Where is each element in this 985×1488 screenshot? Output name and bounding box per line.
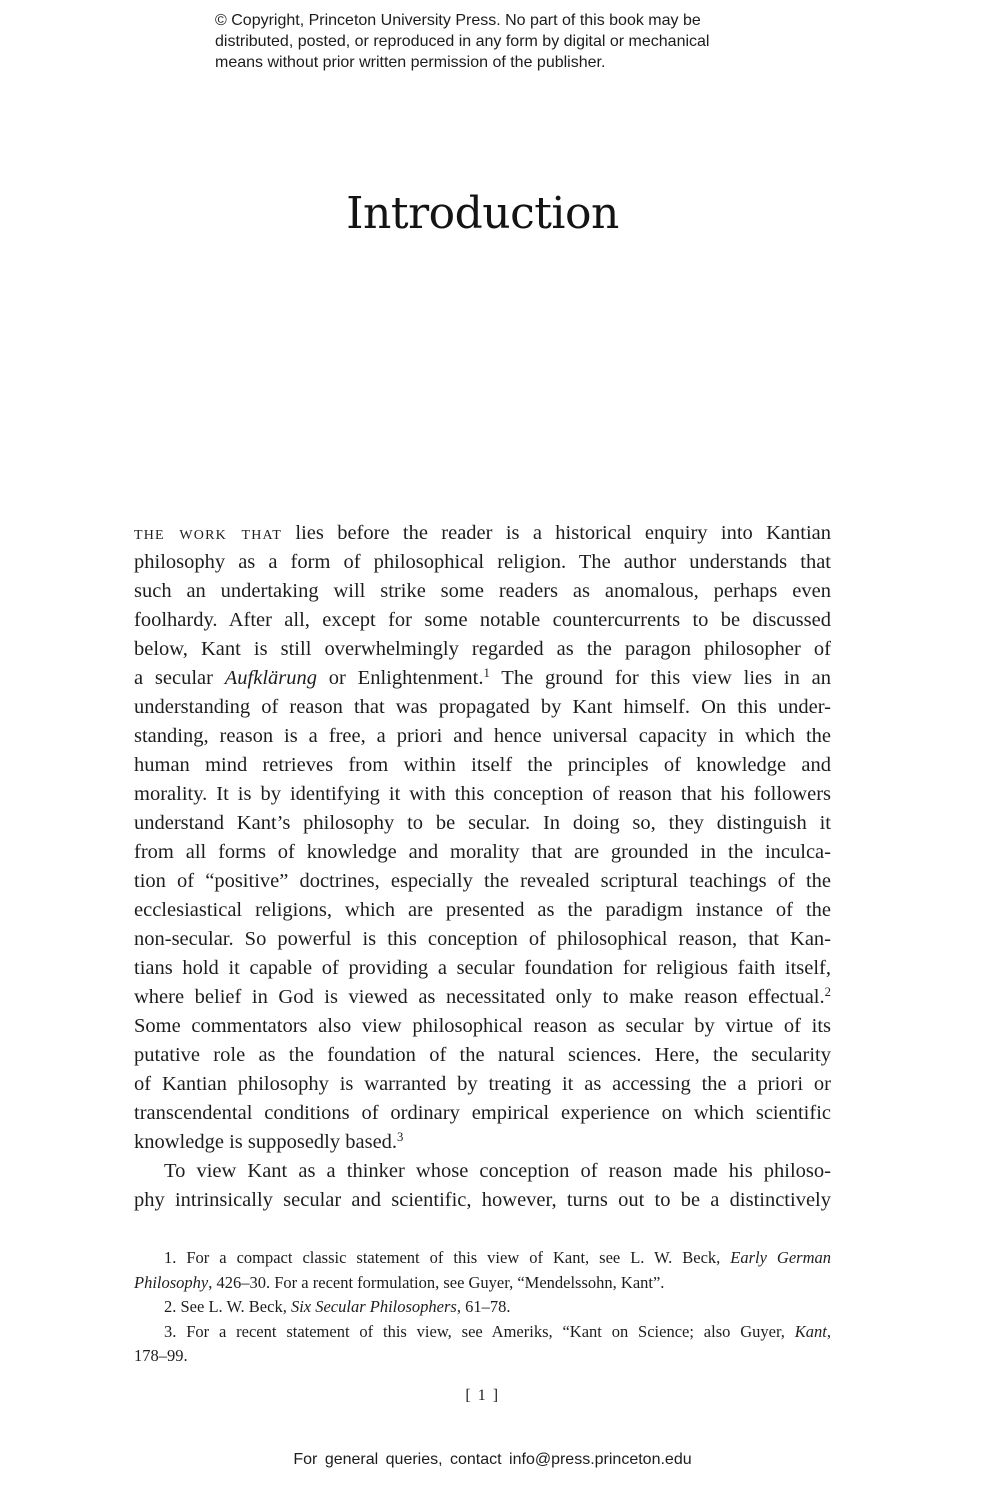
page-number: [ 1 ] <box>465 1387 500 1404</box>
lead-smallcaps: the work that <box>134 522 283 544</box>
body-line: tians hold it capable of providing a secular foundation for religious faith itself, <box>134 957 831 979</box>
body-text <box>134 519 831 1215</box>
chapter-title: Introduction <box>346 188 619 239</box>
footnotes <box>134 1246 831 1369</box>
body-line: foolhardy. After all, except for some notable countercurrents to be discussed <box>134 609 831 631</box>
body-line: human mind retrieves from within itself the principles of knowledge and <box>134 754 831 776</box>
footnote-3: 3. For a recent statement of this view, see Ameriks, “Kant on Science; also Guyer, Kant, <box>164 1321 831 1341</box>
body-line: the work that lies before the reader is a historical enquiry into Kantian <box>134 522 831 544</box>
body-line: transcendental conditions of ordinary empirical experience on which scientific <box>134 1102 831 1124</box>
body-line: understand Kant’s philosophy to be secular. In doing so, they distinguish it <box>134 812 831 834</box>
copyright-notice <box>215 10 815 73</box>
body-line: morality. It is by identifying it with this conception of reason that his followers <box>134 783 831 805</box>
body-line: tion of “positive” doctrines, especially the revealed scriptural teachings of the <box>134 870 831 892</box>
footnote-2: 2. See L. W. Beck, Six Secular Philosophers, 61–78. <box>164 1297 511 1316</box>
body-line: such an undertaking will strike some readers as anomalous, perhaps even <box>134 580 831 602</box>
note-ref-2: 2 <box>824 985 831 1000</box>
body-line: philosophy as a form of philosophical religion. The author understands that <box>134 551 831 573</box>
footnote-1: 1. For a compact classic statement of this view of Kant, see L. W. Beck, Early German <box>164 1248 831 1267</box>
body-line: non-secular. So powerful is this conception of philosophical reason, that Kan- <box>134 928 831 950</box>
body-line: knowledge is supposedly based.$^3$ <box>134 1130 404 1153</box>
note-ref-1: 1 <box>483 666 490 681</box>
footnote-1-cont: Philosophy, 426–30. For a recent formulation, see Guyer, “Mendelssohn, Kant”. <box>134 1272 665 1292</box>
body-line: understanding of reason that was propagated by Kant himself. On this under- <box>134 696 831 718</box>
body-line: of Kantian philosophy is warranted by treating it as accessing the a priori or <box>134 1073 831 1095</box>
note-ref-3: 3 <box>397 1130 404 1145</box>
footnote-3-cont: 178–99. <box>134 1346 188 1365</box>
body-line: phy intrinsically secular and scientific, however, turns out to be a distinctively <box>134 1189 831 1211</box>
contact-line: For general queries, contact info@press.princeton.edu <box>293 1451 692 1468</box>
body-line: ecclesiastical religions, which are presented as the paradigm instance of the <box>134 899 831 921</box>
body-line: where belief in God is viewed as necessitated only to make reason effectual.$^2$ <box>134 985 831 1008</box>
body-line: standing, reason is a free, a priori and hence universal capacity in which the <box>134 725 831 747</box>
italic-term: Aufklärung <box>224 667 317 689</box>
copyright-line-3: means without prior written permission of the publisher. <box>215 54 606 71</box>
copyright-line-2: distributed, posted, or reproduced in any form by digital or mechanical <box>215 33 710 50</box>
copyright-line-1: © Copyright, Princeton University Press. No part of this book may be <box>215 12 701 29</box>
body-line: putative role as the foundation of the natural sciences. Here, the secularity <box>134 1044 831 1066</box>
body-line: Some commentators also view philosophical reason as secular by virtue of its <box>134 1015 831 1037</box>
body-line: a secular Aufklärung or Enlightenment.$^1$ The ground for this view lies in an <box>134 666 831 689</box>
body-line: from all forms of knowledge and morality that are grounded in the inculca- <box>134 841 831 863</box>
body-line: To view Kant as a thinker whose conception of reason made his philoso- <box>164 1160 831 1182</box>
body-line: below, Kant is still overwhelmingly regarded as the paragon philosopher of <box>134 638 831 660</box>
